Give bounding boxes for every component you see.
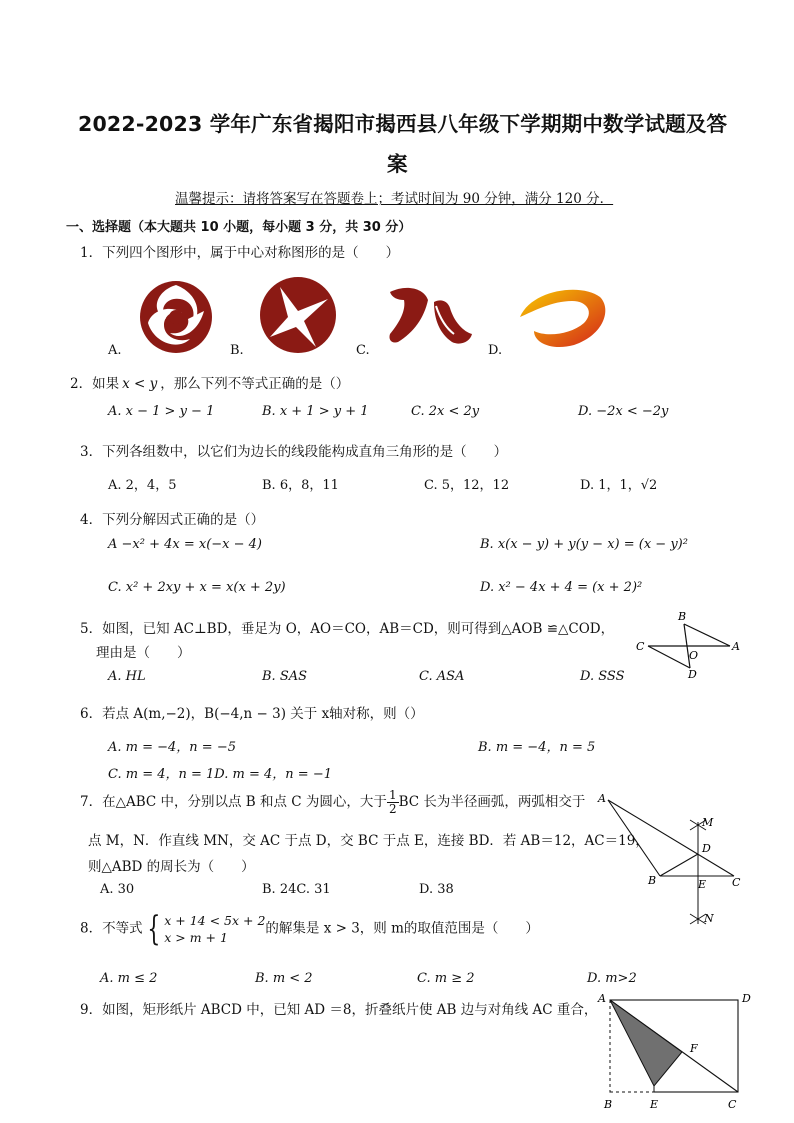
q9-fig-label-f: F [690, 1042, 698, 1055]
q5-option-d[interactable]: D. SSS [580, 669, 625, 684]
q8-option-b[interactable]: B. m < 2 [255, 971, 313, 986]
q5-option-a[interactable]: A. HL [108, 669, 146, 684]
q9-figure [594, 990, 764, 1120]
q9-fig-label-c: C [728, 1098, 737, 1111]
q7-frac-den: 2 [388, 802, 397, 816]
q8-stem-post: 的解集是 x > 3，则 m的取值范围是（ ） [265, 920, 539, 937]
q7-stem-post: BC 长为半径画弧，两弧相交于 [398, 794, 586, 810]
q1-option-a[interactable]: A. [108, 343, 122, 358]
q8-option-d[interactable]: D. m>2 [587, 971, 637, 986]
q5-fig-label-c: C [636, 640, 645, 653]
exam-tip: 温馨提示：请将答案写在答题卷上；考试时间为 90 分钟，满分 120 分． [175, 191, 614, 207]
q9-stem: 9．如图，矩形纸片 ABCD 中，已知 AD ＝8，折叠纸片使 AB 边与对角线 AC 重合， [80, 1002, 598, 1018]
q3-option-b[interactable]: B. 6，8，11 [262, 478, 339, 493]
q6-option-a[interactable]: A. m = −4，n = −5 [108, 740, 236, 755]
q8-stem [80, 909, 539, 949]
q6-option-c-d[interactable]: C. m = 4，n = 1D. m = 4，n = −1 [108, 767, 332, 782]
q9-fig-label-a: A [598, 992, 606, 1005]
q3-stem: 3．下列各组数中，以它们为边长的线段能构成直角三角形的是（ ） [80, 444, 508, 460]
q7-stem-pre: 7．在△ABC 中，分别以点 B 和点 C 为圆心，大于 [80, 794, 387, 810]
q3-option-a[interactable]: A. 2，4，5 [108, 478, 177, 493]
q5-option-c[interactable]: C. ASA [419, 669, 465, 684]
q1-option-d[interactable]: D. [488, 343, 503, 358]
q1-stem: 1．下列四个图形中，属于中心对称图形的是（ ） [80, 245, 400, 261]
q5-fig-label-d: D [688, 668, 697, 680]
q2-stem-pre: 2．如果 [70, 376, 120, 392]
q7-stem-line2: 点 M，N．作直线 MN，交 AC 于点 D，交 BC 于点 E，连接 BD．若 AB＝12，AC＝19， [88, 833, 649, 849]
q7-option-d[interactable]: D. 38 [419, 882, 454, 897]
q5-fig-label-o: O [689, 649, 699, 662]
q5-stem-line2: 理由是（ ） [96, 645, 191, 661]
q8-system [164, 912, 265, 946]
q4-option-d[interactable]: D. x² − 4x + 4 = (x + 2)² [480, 580, 643, 595]
q7-fig-label-a: A [598, 792, 606, 805]
q7-option-b-c[interactable]: B. 24C. 31 [262, 882, 331, 897]
q8-stem-pre: 8．不等式 [80, 920, 143, 937]
q3-option-d[interactable]: D. 1，1，√2 [580, 478, 658, 493]
q7-option-a[interactable]: A. 30 [100, 882, 135, 897]
q2-option-c[interactable]: C. 2x < 2y [411, 404, 480, 419]
q2-option-b[interactable]: B. x + 1 > y + 1 [262, 404, 369, 419]
q8-ineq-1: x + 14 < 5x + 2 [164, 913, 266, 928]
q2-stem-post: ，那么下列不等式正确的是（） [160, 376, 350, 392]
q6-stem: 6．若点 A(m,−2)，B(−4,n − 3) 关于 x轴对称，则（） [80, 706, 424, 722]
q4-option-b[interactable]: B. x(x − y) + y(y − x) = (x − y)² [480, 537, 688, 552]
q2-option-a[interactable]: A. x − 1 > y − 1 [108, 404, 215, 419]
q7-fig-label-e: E [698, 878, 707, 891]
q5-fig-label-b: B [678, 610, 687, 623]
q1-figure-b-star-logo [258, 275, 338, 355]
q1-figure-a-spiral-logo [136, 277, 216, 357]
q2-option-d[interactable]: D. −2x < −2y [578, 404, 669, 419]
q4-stem: 4．下列分解因式正确的是（） [80, 512, 265, 528]
q3-option-c[interactable]: C. 5，12，12 [424, 478, 510, 493]
q6-option-b[interactable]: B. m = −4，n = 5 [478, 740, 596, 755]
q9-fig-label-b: B [604, 1098, 613, 1111]
q2-stem-math: x < y [122, 376, 158, 392]
q8-ineq-2: x > m + 1 [164, 930, 228, 945]
q8-option-c[interactable]: C. m ≥ 2 [417, 971, 475, 986]
q7-fig-label-n: N [704, 912, 714, 925]
q7-stem [80, 789, 585, 816]
q4-option-a[interactable]: A −x² + 4x = x(−x − 4) [108, 537, 263, 552]
q5-stem: 5．如图，已知 AC⊥BD，垂足为 O，AO＝CO，AB＝CD，则可得到△AOB ≌△COD， [80, 621, 615, 637]
q9-fig-label-d: D [742, 992, 751, 1005]
q5-figure [628, 610, 748, 680]
q7-fig-label-c: C [732, 876, 741, 889]
q5-option-b[interactable]: B. SAS [262, 669, 308, 684]
q1-figure-d-crescent-logo [512, 283, 612, 353]
q7-fig-label-b: B [648, 874, 657, 887]
q8-option-a[interactable]: A. m ≤ 2 [100, 971, 158, 986]
q7-fig-label-m: M [702, 816, 714, 829]
section-heading: 一、选择题（本大题共 10 小题，每小题 3 分，共 30 分） [66, 220, 412, 235]
q8-brace: { [146, 909, 160, 949]
q2-stem [70, 372, 349, 392]
q4-option-c[interactable]: C. x² + 2xy + x = x(x + 2y) [108, 580, 286, 595]
q1-figure-c-ba-logo [384, 282, 476, 352]
q7-figure [594, 790, 754, 940]
q7-fraction [387, 789, 399, 816]
page-title: 2022-2023 学年广东省揭阳市揭西县八年级下学期期中数学试题及答 [78, 112, 728, 136]
q5-fig-label-a: A [732, 640, 740, 653]
q7-fig-label-d: D [702, 842, 711, 855]
q7-stem-line3: 则△ABD 的周长为（ ） [88, 859, 255, 875]
q1-option-c[interactable]: C. [356, 343, 370, 358]
q1-option-b[interactable]: B. [230, 343, 244, 358]
q9-fig-label-e: E [650, 1098, 659, 1111]
page-title-continued: 案 [387, 152, 408, 176]
q7-frac-num: 1 [388, 788, 397, 802]
